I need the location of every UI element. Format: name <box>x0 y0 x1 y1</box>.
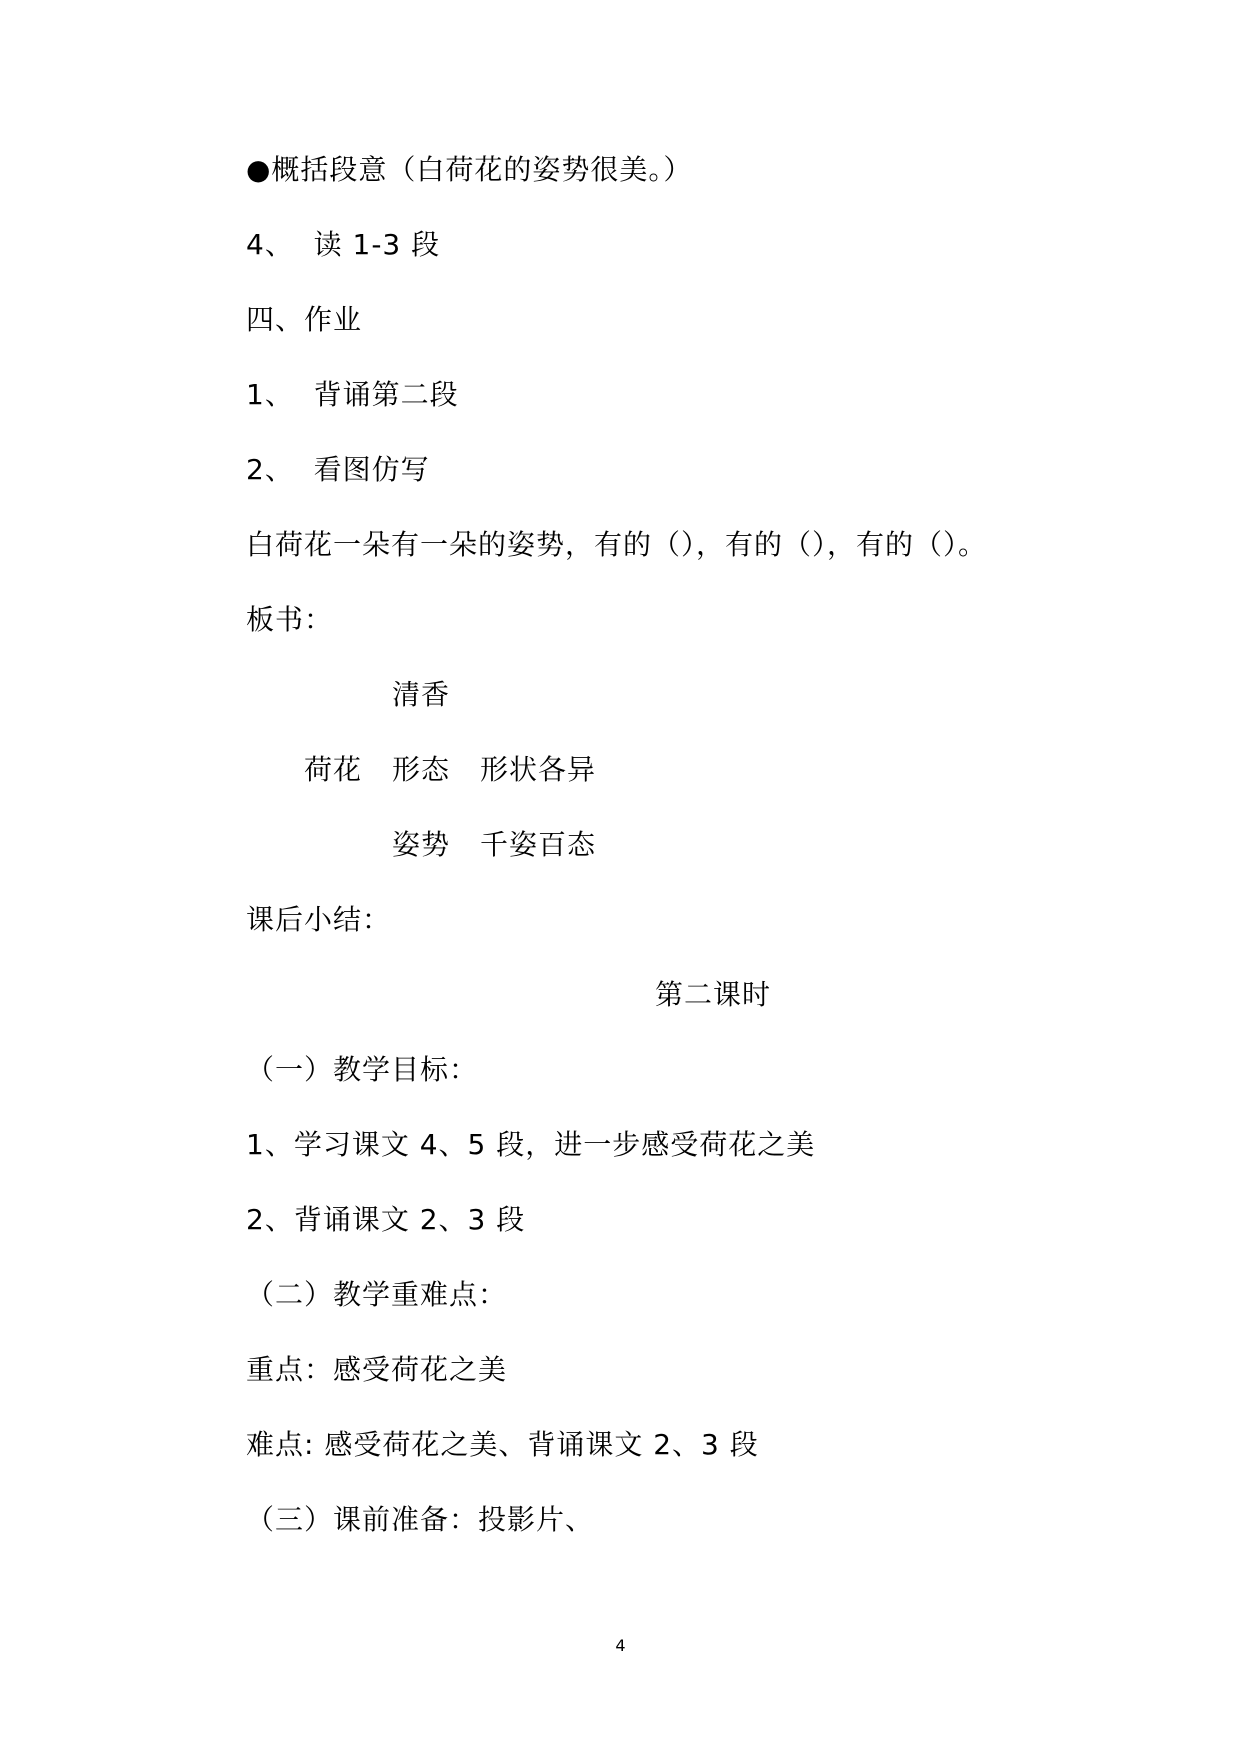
blackboard-lotus: 荷花 <box>304 753 363 786</box>
blackboard-heading: 板书： <box>246 603 334 636</box>
key-difficulties-heading: （二）教学重难点： <box>246 1278 508 1311</box>
second-lesson-title: 第二课时 <box>655 978 772 1011</box>
key-point: 重点：感受荷花之美 <box>246 1353 508 1386</box>
page-number: 4 <box>615 1636 626 1655</box>
section-homework-heading: 四、作业 <box>246 303 363 336</box>
pre-class-preparation: （三）课前准备：投影片、 <box>246 1503 595 1536</box>
teaching-goals-heading: （一）教学目标： <box>246 1053 479 1086</box>
paragraph-summary: ●概括段意（白荷花的姿势很美。） <box>246 153 693 186</box>
blackboard-thousand-postures: 千姿百态 <box>480 828 597 861</box>
blackboard-posture: 姿势 <box>392 828 451 861</box>
blackboard-form: 形态 <box>392 753 451 786</box>
difficult-point: 难点: 感受荷花之美、背诵课文 2、3 段 <box>246 1428 759 1461</box>
blackboard-fragrance: 清香 <box>392 678 451 711</box>
homework-item-2: 2、 看图仿写 <box>246 453 430 486</box>
imitation-writing-prompt: 白荷花一朵有一朵的姿势，有的（），有的（），有的（）。 <box>246 528 988 561</box>
teaching-goal-1: 1、学习课文 4、5 段，进一步感受荷花之美 <box>246 1128 816 1161</box>
step-read-paragraphs: 4、 读 1-3 段 <box>246 228 441 261</box>
teaching-goal-2: 2、背诵课文 2、3 段 <box>246 1203 526 1236</box>
homework-item-1: 1、 背诵第二段 <box>246 378 459 411</box>
blackboard-varied-shapes: 形状各异 <box>480 753 597 786</box>
after-class-summary-heading: 课后小结： <box>246 903 392 936</box>
